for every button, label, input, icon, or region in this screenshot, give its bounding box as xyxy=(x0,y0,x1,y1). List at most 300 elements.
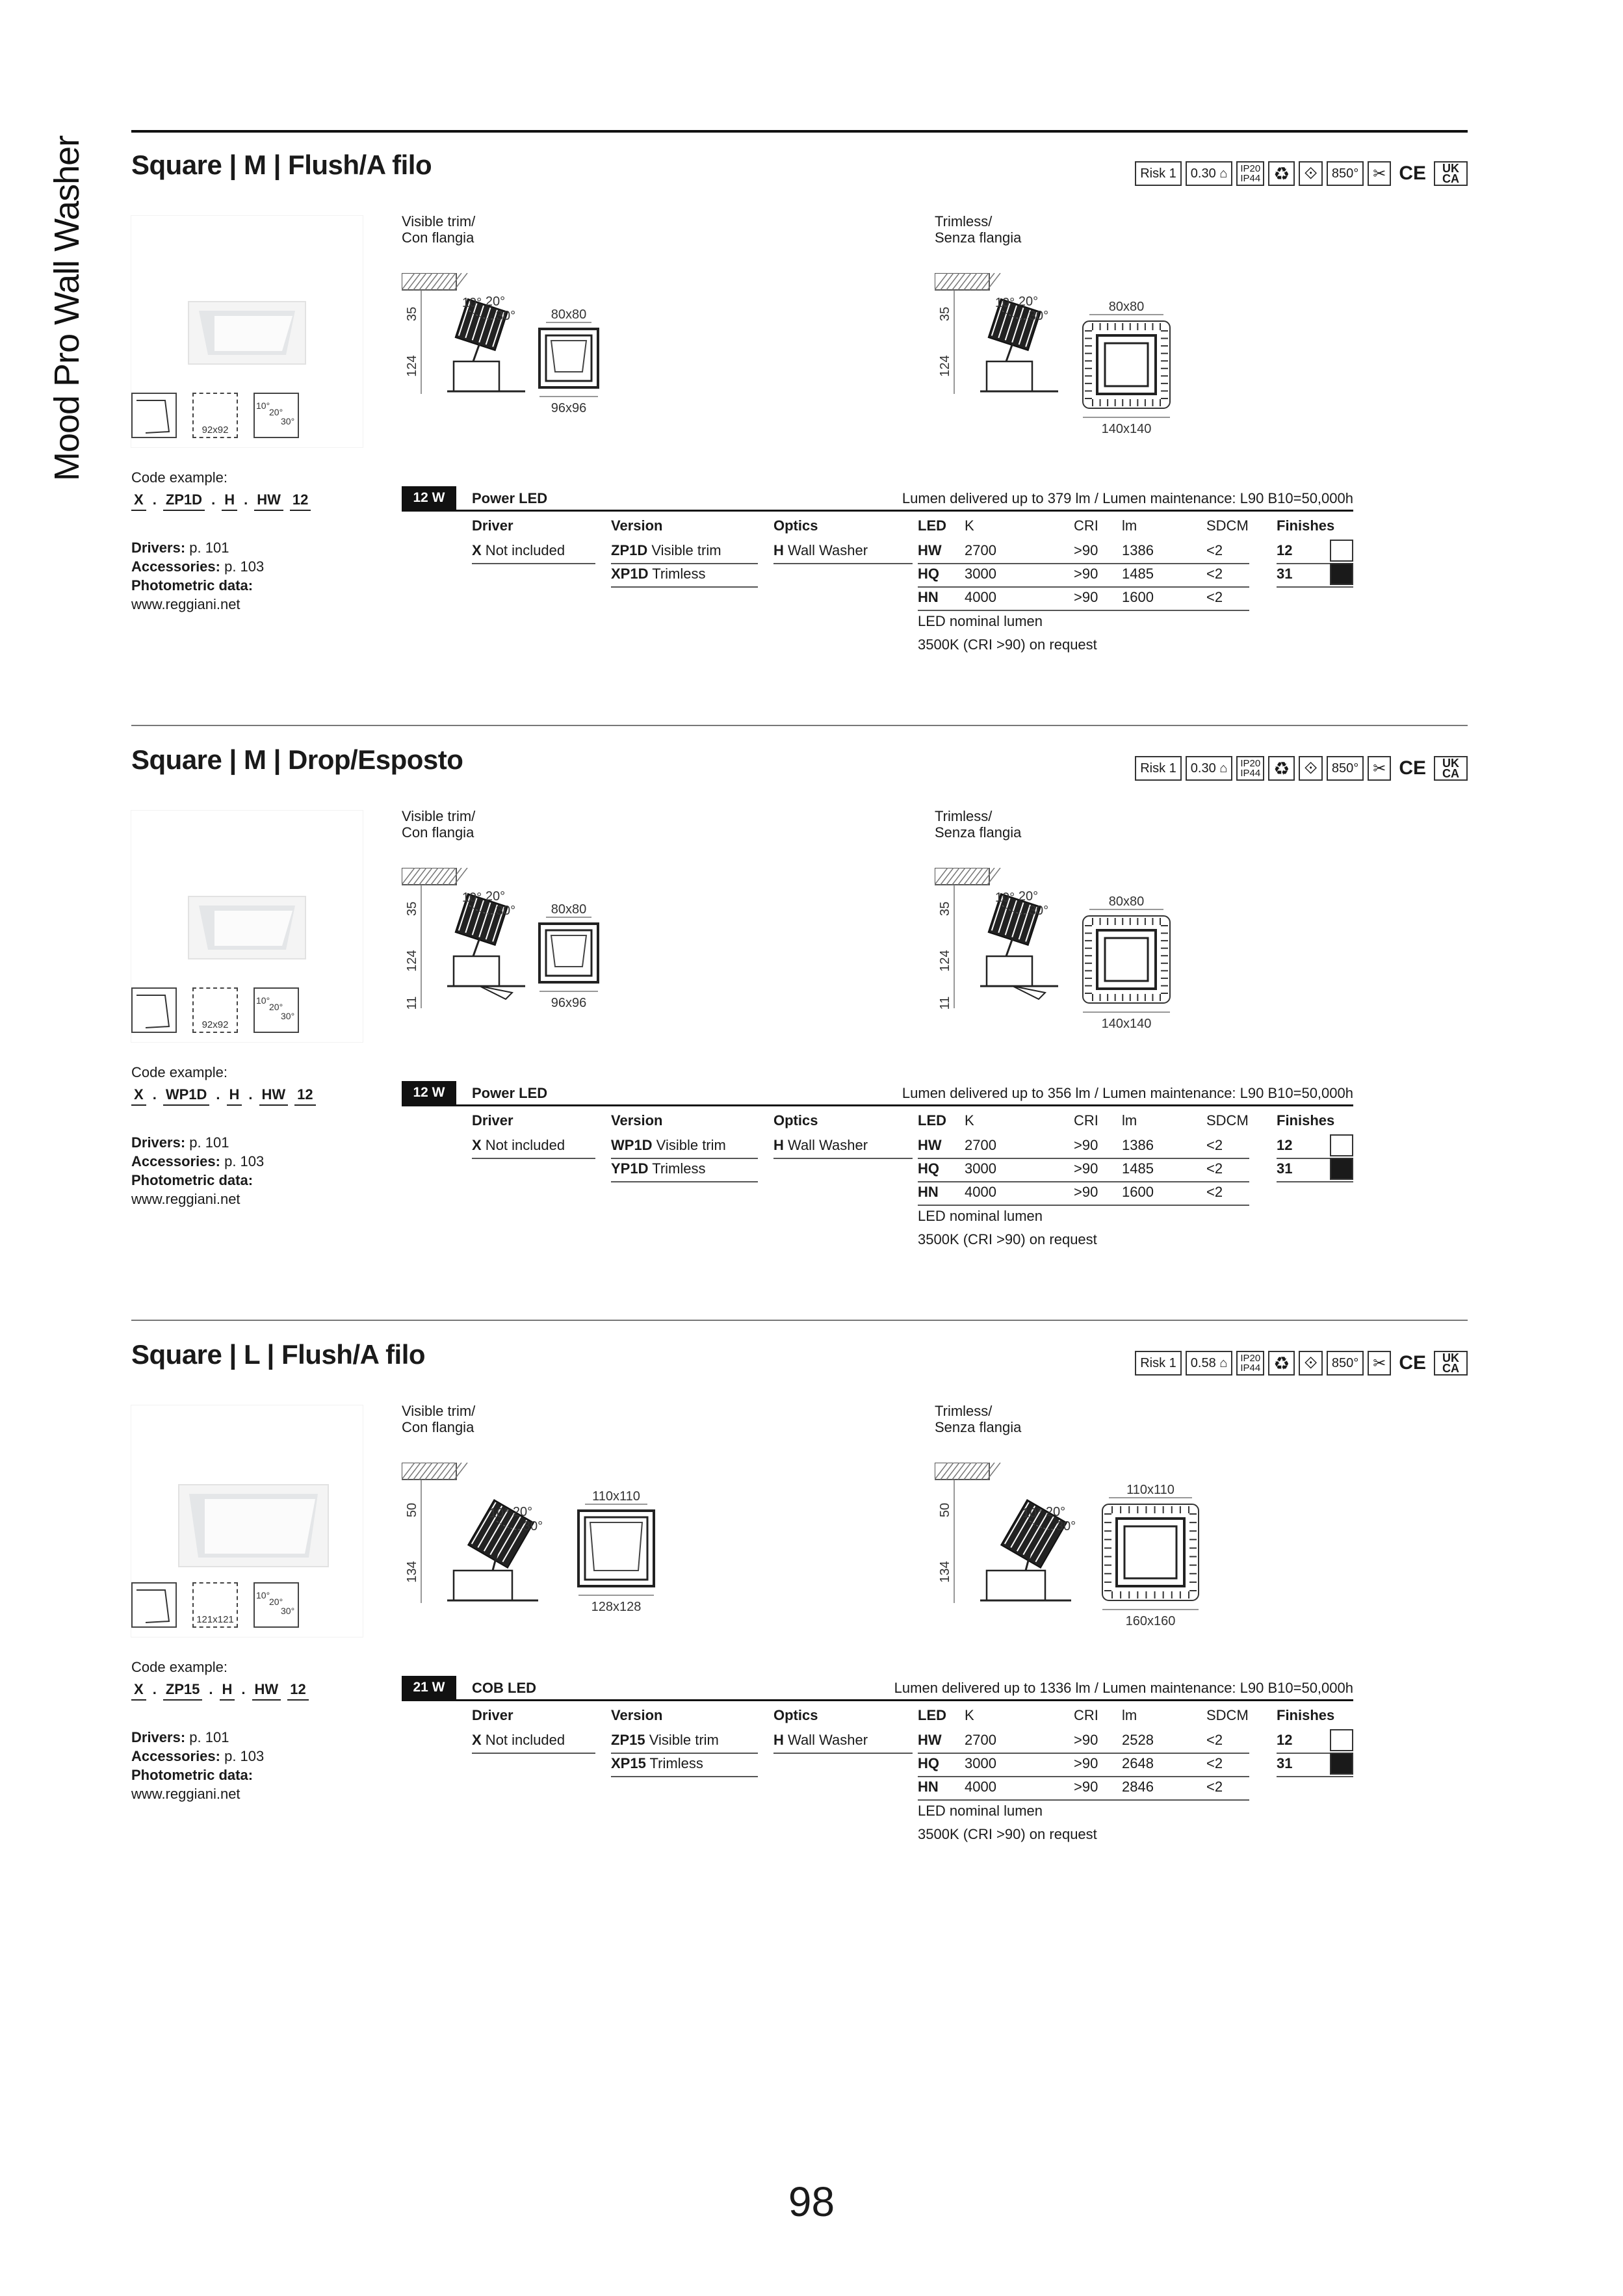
header-sdcm: SDCM xyxy=(1206,517,1249,534)
lumen-info: Lumen delivered up to 379 lm / Lumen maintenance: L90 B10=50,000h xyxy=(902,490,1353,506)
finish-underline xyxy=(1277,1181,1353,1182)
code-segment: 12 xyxy=(290,491,311,511)
led-row-underline xyxy=(918,1753,1249,1754)
led-lumen: 2528 xyxy=(1122,1732,1154,1748)
header-finishes: Finishes xyxy=(1277,1707,1335,1723)
reference-line xyxy=(131,1747,264,1766)
led-cri: >90 xyxy=(1074,1732,1098,1748)
tilt-10: 10° xyxy=(256,1590,270,1600)
visible-trim-label: Visible trim/ Con flangia xyxy=(402,808,476,841)
finish-code: 12 xyxy=(1277,1137,1293,1153)
ceiling-hatch xyxy=(402,868,467,885)
ce-mark-icon: CE xyxy=(1395,1351,1430,1376)
reference-line xyxy=(131,1766,264,1784)
tilt-10: 10° xyxy=(256,400,270,411)
cutout-icon xyxy=(192,393,238,438)
code-segment: 12 xyxy=(287,1681,308,1701)
tilt-30: 30° xyxy=(281,416,295,426)
ip20-label: IP20 xyxy=(1240,758,1261,769)
code-example xyxy=(131,1681,309,1701)
version-option xyxy=(611,1755,703,1772)
header-finishes: Finishes xyxy=(1277,1112,1335,1128)
trimless-drawing xyxy=(935,868,1208,1063)
height-value-top: 35 xyxy=(405,901,419,917)
led-kelvin: 2700 xyxy=(965,1732,996,1748)
cutout-dimension: 110x110 xyxy=(592,1489,640,1504)
recycle-icon: ♻ xyxy=(1268,1351,1295,1376)
optics-label: Wall Washer xyxy=(783,542,868,558)
height-value-main: 124 xyxy=(938,950,952,972)
led-code: HQ xyxy=(918,1160,939,1177)
finish-code: 31 xyxy=(1277,566,1293,582)
led-row-underline xyxy=(918,563,1249,564)
outer-dimension: 96x96 xyxy=(551,401,587,415)
cutout-value: 92x92 xyxy=(201,424,229,436)
ceiling-hatch xyxy=(402,273,467,290)
angle-30: 30° xyxy=(1028,904,1049,918)
version-code: ZP1D xyxy=(611,542,648,558)
version-underline xyxy=(611,1181,758,1182)
version-option xyxy=(611,1732,719,1749)
wall-washer-shape xyxy=(133,989,175,1032)
code-segment: HW xyxy=(259,1086,289,1106)
led-code: HW xyxy=(918,542,942,558)
recycle-icon: ♻ xyxy=(1268,756,1295,781)
section-rule xyxy=(131,725,1468,726)
finish-code: 31 xyxy=(1277,1755,1293,1771)
finish-code: 12 xyxy=(1277,542,1293,558)
product-section xyxy=(131,1320,1468,1914)
led-lumen: 2846 xyxy=(1122,1779,1154,1795)
led-row-underline xyxy=(918,1181,1249,1182)
cutout-icon xyxy=(192,1582,238,1628)
led-row-underline xyxy=(918,586,1249,588)
led-code: HW xyxy=(918,1732,942,1748)
led-kelvin: 3000 xyxy=(965,1160,996,1177)
angle-20: 20° xyxy=(1018,294,1039,309)
on-request-note: 3500K (CRI >90) on request xyxy=(918,1826,1097,1842)
version-option xyxy=(611,542,721,559)
height-value-main: 124 xyxy=(938,355,952,377)
ip44-label: IP44 xyxy=(1240,173,1261,184)
code-segment: HW xyxy=(254,491,283,511)
visible-trim-front-view xyxy=(578,1489,654,1614)
led-cri: >90 xyxy=(1074,1160,1098,1177)
side-title: Mood Pro Wall Washer xyxy=(47,135,86,481)
height-value-main: 124 xyxy=(405,355,419,377)
led-row-underline xyxy=(918,1158,1249,1159)
no-cover-icon: ✂ xyxy=(1368,161,1391,186)
reference-line xyxy=(131,1728,264,1747)
angle-10: 10° xyxy=(461,296,482,310)
page-references xyxy=(131,538,264,614)
reference-line xyxy=(131,538,264,557)
reference-line xyxy=(131,1133,264,1152)
led-sdcm: <2 xyxy=(1206,1184,1223,1200)
version-code: YP1D xyxy=(611,1160,649,1177)
finish-swatch xyxy=(1330,1134,1353,1156)
reference-value: p. 101 xyxy=(185,540,229,556)
header-sdcm: SDCM xyxy=(1206,1707,1249,1723)
code-separator: . xyxy=(248,1086,253,1102)
code-separator: . xyxy=(209,1681,213,1697)
optics-option xyxy=(773,542,868,559)
code-segment: ZP1D xyxy=(163,491,205,511)
ip-rating-badge xyxy=(1236,1351,1264,1376)
header-finishes: Finishes xyxy=(1277,517,1335,534)
risk-group-badge xyxy=(1135,756,1182,781)
outer-dimension: 96x96 xyxy=(551,996,587,1010)
version-code: XP1D xyxy=(611,566,649,582)
website-link: www.reggiani.net xyxy=(131,596,240,612)
no-cover-icon: ✂ xyxy=(1368,756,1391,781)
led-sdcm: <2 xyxy=(1206,542,1223,558)
header-lm: lm xyxy=(1122,1707,1137,1723)
version-underline xyxy=(611,1776,758,1777)
finish-swatch xyxy=(1330,540,1353,562)
version-code: ZP15 xyxy=(611,1732,645,1748)
reference-value: p. 103 xyxy=(220,1153,265,1169)
ce-mark-icon: CE xyxy=(1395,161,1430,186)
glow-wire-badge: 850° xyxy=(1327,756,1364,781)
led-cri: >90 xyxy=(1074,589,1098,605)
finish-swatch xyxy=(1330,1729,1353,1751)
optics-underline xyxy=(773,563,913,564)
angle-10: 10° xyxy=(489,1506,510,1520)
ip-rating-badge xyxy=(1236,161,1264,186)
code-example-label: Code example: xyxy=(131,1659,227,1675)
version-option xyxy=(611,1137,726,1154)
led-code: HN xyxy=(918,1779,939,1795)
header-optics: Optics xyxy=(773,517,818,534)
website-link: www.reggiani.net xyxy=(131,1786,240,1802)
header-lm: lm xyxy=(1122,517,1137,534)
reference-value: p. 101 xyxy=(185,1729,229,1745)
outer-dimension: 128x128 xyxy=(591,1600,642,1614)
wattage-badge: 21 W xyxy=(402,1676,456,1699)
led-code: HQ xyxy=(918,566,939,582)
reference-value: p. 101 xyxy=(185,1134,229,1151)
risk-group-badge xyxy=(1135,1351,1182,1376)
optics-underline xyxy=(773,1158,913,1159)
height-value-top: 50 xyxy=(405,1502,419,1518)
visible-trim-label: Visible trim/ Con flangia xyxy=(402,1403,476,1435)
height-value-main: 124 xyxy=(405,950,419,972)
reference-label: Accessories: xyxy=(131,558,220,575)
led-sdcm: <2 xyxy=(1206,566,1223,582)
header-sdcm: SDCM xyxy=(1206,1112,1249,1128)
ceiling-hatch xyxy=(402,1463,467,1480)
tilt-20: 20° xyxy=(269,1597,283,1607)
outer-dimension: 160x160 xyxy=(1125,1614,1176,1628)
website-link: www.reggiani.net xyxy=(131,1191,240,1207)
height-value-main: 134 xyxy=(938,1561,952,1583)
finish-code: 31 xyxy=(1277,1160,1293,1177)
led-sdcm: <2 xyxy=(1206,1755,1223,1771)
section-rule xyxy=(131,1320,1468,1321)
nominal-lumen-note: LED nominal lumen xyxy=(918,1803,1043,1819)
tilt-10: 10° xyxy=(256,995,270,1006)
weight-badge: 0.30 ⌂ xyxy=(1186,161,1233,186)
outer-dimension: 140x140 xyxy=(1101,422,1152,436)
version-underline xyxy=(611,1158,758,1159)
height-value-top: 35 xyxy=(938,306,952,322)
reference-value: p. 103 xyxy=(220,1748,265,1764)
led-sdcm: <2 xyxy=(1206,1779,1223,1795)
code-segment: H xyxy=(220,1681,235,1701)
mounting-icons xyxy=(131,393,299,438)
header-k: K xyxy=(965,1112,974,1128)
header-lm: lm xyxy=(1122,1112,1137,1128)
on-request-note: 3500K (CRI >90) on request xyxy=(918,636,1097,653)
led-cri: >90 xyxy=(1074,1137,1098,1153)
ip20-label: IP20 xyxy=(1240,163,1261,174)
led-cri: >90 xyxy=(1074,1755,1098,1771)
ceiling-hatch xyxy=(935,868,1000,885)
driver-option xyxy=(472,542,565,559)
angle-20: 20° xyxy=(1018,889,1039,904)
height-value-top: 35 xyxy=(405,306,419,322)
code-separator: . xyxy=(152,1086,157,1102)
code-separator: . xyxy=(152,1681,157,1697)
code-separator: . xyxy=(152,491,157,508)
ip20-label: IP20 xyxy=(1240,1353,1261,1364)
product-section xyxy=(131,130,1468,725)
reference-value: p. 103 xyxy=(220,558,265,575)
code-segment: X xyxy=(131,1086,146,1106)
code-example xyxy=(131,1086,316,1106)
led-kelvin: 4000 xyxy=(965,1779,996,1795)
cutout-dimension: 80x80 xyxy=(551,307,587,322)
tilt-angles-icon xyxy=(253,1582,299,1628)
trimless-front-view xyxy=(1102,1483,1199,1628)
trimless-label: Trimless/ Senza flangia xyxy=(935,213,1022,246)
angle-30: 30° xyxy=(1056,1519,1076,1533)
no-cover-icon: ✂ xyxy=(1368,1351,1391,1376)
visible-trim-drawing xyxy=(402,1463,675,1658)
code-segment: WP1D xyxy=(163,1086,210,1106)
code-segment: H xyxy=(222,491,237,511)
led-lumen: 1485 xyxy=(1122,566,1154,582)
led-code: HN xyxy=(918,589,939,605)
reference-line xyxy=(131,1171,264,1190)
angle-30: 30° xyxy=(1028,309,1049,323)
angle-30: 30° xyxy=(523,1519,543,1533)
lumen-info: Lumen delivered up to 356 lm / Lumen maintenance: L90 B10=50,000h xyxy=(902,1085,1353,1101)
led-kelvin: 4000 xyxy=(965,1184,996,1200)
driver-underline xyxy=(472,1753,595,1754)
header-led: LED xyxy=(918,1112,946,1128)
ceiling-hatch xyxy=(935,1463,1000,1480)
finish-swatch xyxy=(1330,1753,1353,1775)
header-k: K xyxy=(965,517,974,534)
height-dimension xyxy=(405,290,421,394)
certification-row xyxy=(1135,756,1468,783)
certification-row xyxy=(1135,161,1468,189)
glow-wire-badge: 850° xyxy=(1327,1351,1364,1376)
finish-swatch xyxy=(1330,1158,1353,1180)
reference-label: Photometric data: xyxy=(131,1172,253,1188)
wall-washer-icon xyxy=(131,1582,177,1628)
reference-label: Accessories: xyxy=(131,1153,220,1169)
version-label: Visible trim xyxy=(652,1137,726,1153)
version-label: Trimless xyxy=(645,1755,703,1771)
mounting-icons xyxy=(131,1582,299,1628)
finish-swatch xyxy=(1330,563,1353,585)
led-lumen: 1386 xyxy=(1122,1137,1154,1153)
header-k: K xyxy=(965,1707,974,1723)
cutout-dimension: 80x80 xyxy=(1108,894,1145,909)
spec-header xyxy=(402,1676,1353,1701)
section-title: Square | M | Flush/A filo xyxy=(131,150,432,180)
code-segment: HW xyxy=(252,1681,281,1701)
version-label: Visible trim xyxy=(645,1732,719,1748)
height-value-drop: 11 xyxy=(405,996,419,1010)
risk-group-badge xyxy=(1135,161,1182,186)
tilt-30: 30° xyxy=(281,1606,295,1616)
code-segment: ZP15 xyxy=(163,1681,203,1701)
wall-washer-icon xyxy=(131,393,177,438)
optics-option xyxy=(773,1732,868,1749)
version-label: Visible trim xyxy=(647,542,721,558)
header-optics: Optics xyxy=(773,1112,818,1128)
angle-20: 20° xyxy=(1045,1505,1066,1519)
led-cri: >90 xyxy=(1074,542,1098,558)
angle-20: 20° xyxy=(485,294,506,309)
reference-label: Photometric data: xyxy=(131,1767,253,1783)
nominal-lumen-note: LED nominal lumen xyxy=(918,613,1043,629)
angle-10: 10° xyxy=(994,296,1015,310)
led-lumen: 1600 xyxy=(1122,1184,1154,1200)
cutout-dimension: 80x80 xyxy=(551,902,587,917)
trimless-label: Trimless/ Senza flangia xyxy=(935,1403,1022,1435)
finish-underline xyxy=(1277,1776,1353,1777)
product-section xyxy=(131,725,1468,1320)
ukca-mark-icon: UK CA xyxy=(1434,161,1468,186)
page-references xyxy=(131,1133,264,1208)
wall-washer-shape xyxy=(133,394,175,437)
version-code: XP15 xyxy=(611,1755,646,1771)
header-version: Version xyxy=(611,1707,663,1723)
cutout-dimension: 80x80 xyxy=(1108,300,1145,314)
wall-washer-icon xyxy=(131,987,177,1033)
height-value-drop: 11 xyxy=(938,996,952,1010)
code-separator: . xyxy=(216,1086,220,1102)
visible-trim-front-view xyxy=(539,307,598,415)
height-dimension xyxy=(405,1480,421,1603)
ceiling-hatch xyxy=(935,273,1000,290)
driver-option xyxy=(472,1732,565,1749)
ukca-mark-icon: UK CA xyxy=(1434,1351,1468,1376)
led-code: HQ xyxy=(918,1755,939,1771)
finish-underline xyxy=(1277,586,1353,588)
header-driver: Driver xyxy=(472,517,513,534)
section-title: Square | M | Drop/Esposto xyxy=(131,744,463,775)
recycle-icon: ♻ xyxy=(1268,161,1295,186)
led-sdcm: <2 xyxy=(1206,1137,1223,1153)
visible-trim-drawing xyxy=(402,273,675,468)
cutout-dimension: 110x110 xyxy=(1126,1483,1175,1497)
code-separator: . xyxy=(244,491,248,508)
ce-mark-icon: CE xyxy=(1395,756,1430,781)
on-request-note: 3500K (CRI >90) on request xyxy=(918,1231,1097,1247)
code-separator: . xyxy=(241,1681,246,1697)
nominal-lumen-note: LED nominal lumen xyxy=(918,1208,1043,1224)
led-lumen: 1485 xyxy=(1122,1160,1154,1177)
led-row-underline xyxy=(918,1776,1249,1777)
driver-option xyxy=(472,1137,565,1154)
mounting-icons xyxy=(131,987,299,1033)
code-separator: . xyxy=(211,491,216,508)
version-option xyxy=(611,566,705,582)
header-cri: CRI xyxy=(1074,1707,1098,1723)
angle-30: 30° xyxy=(495,904,516,918)
trimless-front-view xyxy=(1083,300,1170,436)
led-type: COB LED xyxy=(472,1680,536,1696)
weight-badge: 0.58 ⌂ xyxy=(1186,1351,1233,1376)
wattage-badge: 12 W xyxy=(402,486,456,510)
trimless-drawing xyxy=(935,1463,1208,1658)
version-label: Trimless xyxy=(648,1160,706,1177)
led-sdcm: <2 xyxy=(1206,1160,1223,1177)
reference-line xyxy=(131,576,264,595)
spec-header xyxy=(402,1081,1353,1106)
led-lumen: 1386 xyxy=(1122,542,1154,558)
header-version: Version xyxy=(611,1112,663,1128)
trimless-drawing xyxy=(935,273,1208,468)
trimless-label: Trimless/ Senza flangia xyxy=(935,808,1022,841)
code-segment: H xyxy=(227,1086,242,1106)
optics-code: H xyxy=(773,542,784,558)
code-segment: X xyxy=(131,491,146,511)
led-kelvin: 3000 xyxy=(965,566,996,582)
led-kelvin: 2700 xyxy=(965,542,996,558)
driver-label: Not included xyxy=(481,542,565,558)
driver-label: Not included xyxy=(481,1732,565,1748)
wall-washer-shape xyxy=(133,1584,175,1626)
page-references xyxy=(131,1728,264,1803)
outer-dimension: 140x140 xyxy=(1101,1017,1152,1031)
header-led: LED xyxy=(918,1707,946,1723)
driver-underline xyxy=(472,1158,595,1159)
led-kelvin: 3000 xyxy=(965,1755,996,1771)
height-value-top: 35 xyxy=(938,901,952,917)
reference-label: Accessories: xyxy=(131,1748,220,1764)
led-type: Power LED xyxy=(472,1085,548,1101)
version-underline xyxy=(611,586,758,588)
certification-row xyxy=(1135,1351,1468,1378)
code-segment: 12 xyxy=(294,1086,315,1106)
visible-trim-front-view xyxy=(539,902,598,1010)
cutout-icon xyxy=(192,987,238,1033)
tilt-angles-icon xyxy=(253,393,299,438)
reference-label: Drivers: xyxy=(131,540,186,556)
version-option xyxy=(611,1160,705,1177)
optics-label: Wall Washer xyxy=(783,1732,868,1748)
angle-20: 20° xyxy=(485,889,506,904)
header-cri: CRI xyxy=(1074,1112,1098,1128)
visible-trim-label: Visible trim/ Con flangia xyxy=(402,213,476,246)
header-version: Version xyxy=(611,517,663,534)
finish-code: 12 xyxy=(1277,1732,1293,1748)
code-example xyxy=(131,491,311,511)
angle-10: 10° xyxy=(461,891,482,905)
visible-trim-drawing xyxy=(402,868,675,1063)
led-lumen: 1600 xyxy=(1122,589,1154,605)
risk-label: Risk 1 xyxy=(1140,761,1176,776)
version-underline xyxy=(611,1753,758,1754)
optics-code: H xyxy=(773,1732,784,1748)
